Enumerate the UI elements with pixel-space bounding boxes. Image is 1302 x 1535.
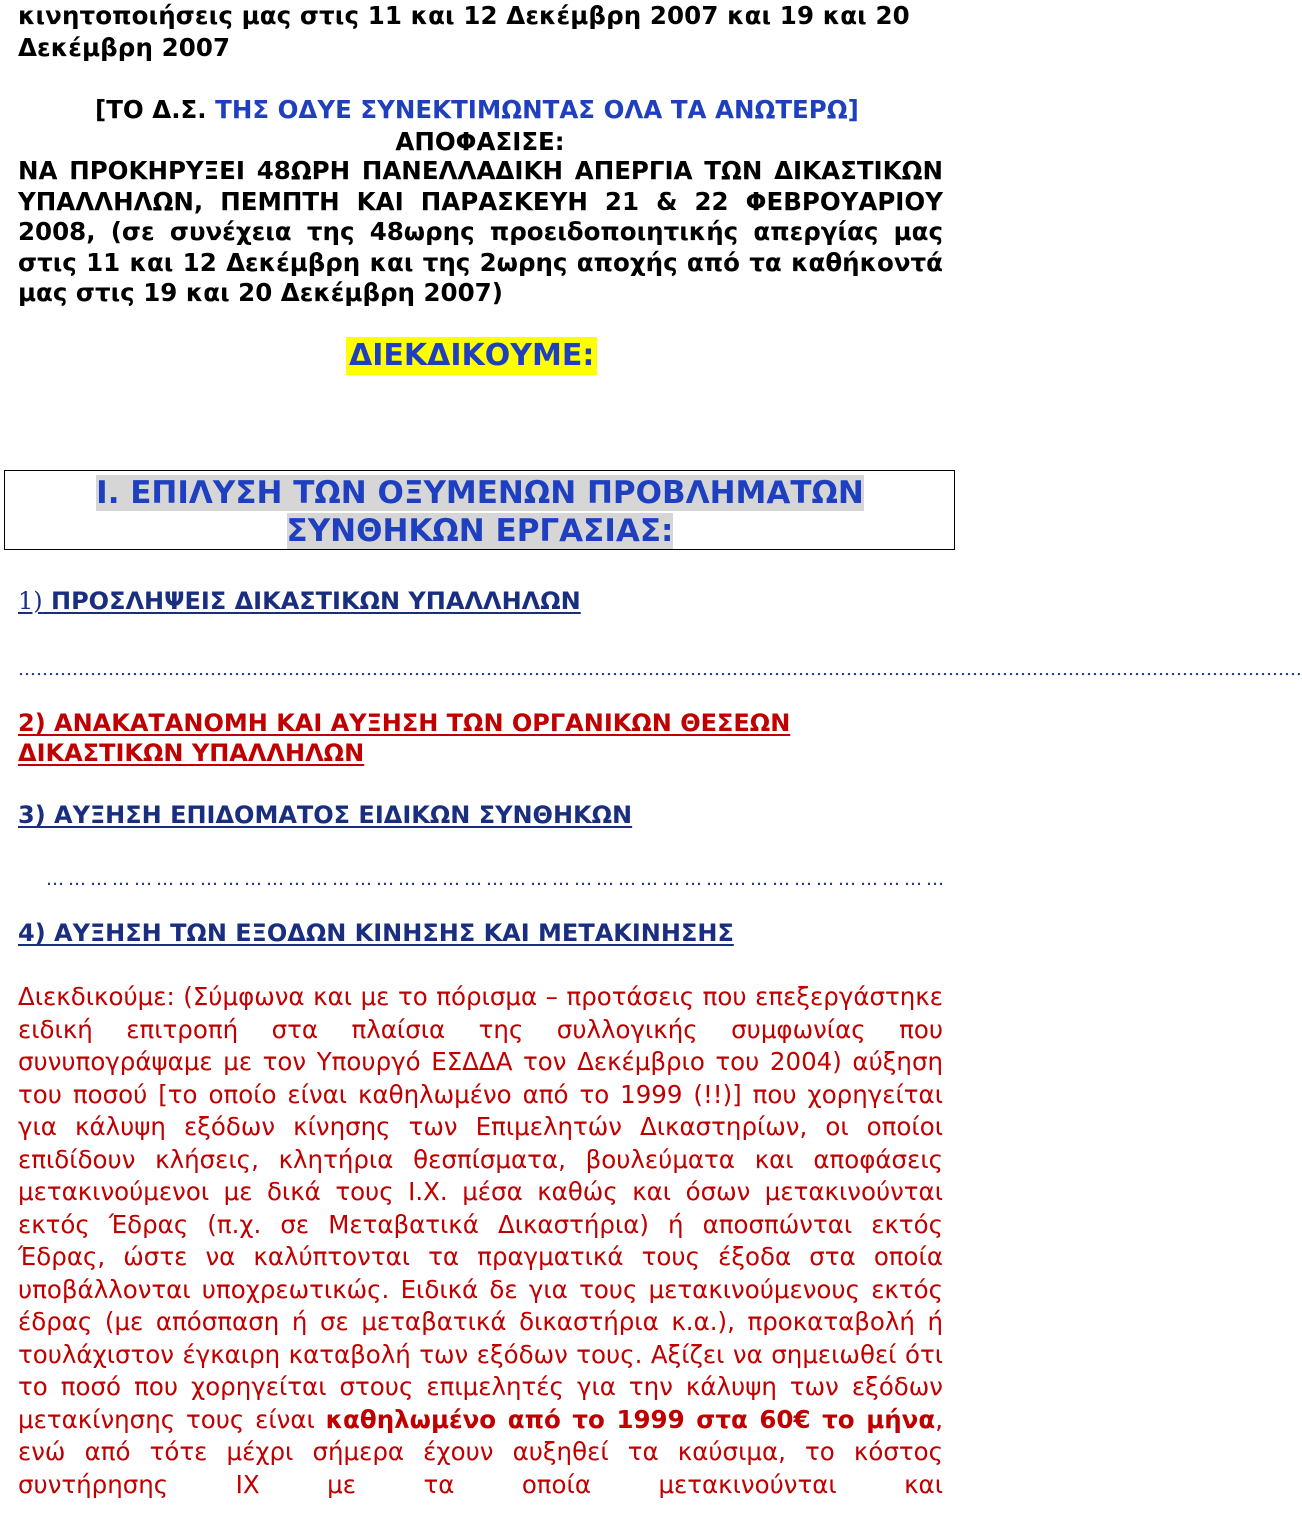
section-title-line1: Ι. ΕΠΙΛΥΣΗ ΤΩΝ ΟΞΥΜΕΝΩΝ ΠΡΟΒΛΗΜΑΤΩΝ	[96, 475, 864, 511]
body-text-bold: καθηλωμένο από το 1999 στα 60€ το μήνα	[325, 1404, 936, 1434]
board-rest: ΤΗΣ ΟΔΥΕ ΣΥΝΕΚΤΙΜΩΝΤΑΣ ΟΛΑ ΤΑ ΑΝΩΤΕΡΩ]	[206, 95, 859, 124]
dotted-line-2: ……………………………………………………………………………………………………………	[46, 869, 948, 890]
intro-paragraph: κινητοποιήσεις μας στις 11 και 12 Δεκέμβρη 2007 και 19 και 20 Δεκέμβρη 2007	[18, 1, 910, 62]
decision-paragraph: ΝΑ ΠΡΟΚΗΡΥΞΕΙ 48ΩΡΗ ΠΑΝΕΛΛΑΔΙΚΗ ΑΠΕΡΓΙΑ ΤΩΝ ΔΙΚΑΣΤΙΚΩΝ ΥΠΑΛΛΗΛΩΝ, ΠΕΜΠΤΗ ΚΑΙ ΠΑΡΑΣΚΕΥΗ 21 & 22 ΦΕΒΡΟΥΑΡΙΟΥ 2008, (σε συνέχεια της 48ωρης προειδοποιητικής απεργίας μας στις 11 και 12 Δεκέμβρη και της 2ωρης αποχής από τα καθήκοντά μας στις 19 και 20 Δεκέμβρη 2007)	[18, 156, 943, 307]
item-hiring	[18, 586, 581, 616]
board-statement	[95, 94, 859, 126]
decided-heading: ΑΠΟΦΑΣΙΣΕ:	[395, 127, 565, 156]
body-text-part2: , ενώ από τότε μέχρι σήμερα έχουν αυξηθεί τα καύσιμα, το κόστος συντήρησης ΙΧ με τα οποία μετακινούνται και	[18, 1404, 943, 1499]
item-redistribution: 2) ΑΝΑΚΑΤΑΝΟΜΗ ΚΑΙ ΑΥΞΗΣΗ ΤΩΝ ΟΡΓΑΝΙΚΩΝ ΘΕΣΕΩΝ ΔΙΚΑΣΤΙΚΩΝ ΥΠΑΛΛΗΛΩΝ	[18, 709, 791, 767]
item-travel-expenses: 4) ΑΥΞΗΣΗ ΤΩΝ ΕΞΟΔΩΝ ΚΙΝΗΣΗΣ ΚΑΙ ΜΕΤΑΚΙΝΗΣΗΣ	[18, 919, 734, 947]
item-hiring-text: ΠΡΟΣΛΗΨΕΙΣ ΔΙΚΑΣΤΙΚΩΝ ΥΠΑΛΛΗΛΩΝ	[42, 587, 581, 615]
section-title	[0, 474, 960, 550]
body-text-part1: Διεκδικούμε: (Σύμφωνα και με το πόρισμα – προτάσεις που επεξεργάστηκε ειδική επιτροπή στα πλαίσια της συλλογικής συμφωνίας που συνυπογράψαμε με τον Υπουργό ΕΣΔΔΑ τον Δεκέμβριο του 2004) αύξηση του ποσού [το οποίο είναι καθηλωμένο από το 1999 (!!)] που χορηγείται για κάλυψη εξόδων κίνησης των Επιμελητών Δικαστηρίων, οι οποίοι επιδίδουν κλήσεις, κλητήρια θεσπίσματα, βουλεύματα και αποφάσεις μετακινούμενοι με δικά τους Ι.Χ. μέσα καθώς και όσων μετακινούνται εκτός Έδρας (π.χ. σε Μεταβατικά Δικαστήρια) ή αποσπώνται εκτός Έδρας, ώστε να καλύπτονται τα πραγματικά τους έξοδα στα οποία υποβάλλονται υποχρεωτικώς. Ειδικά δε για τους μετακινούμενους εκτός έδρας (με απόσπαση ή σε μεταβατικά δικαστήρια κ.α.), προκαταβολή ή τουλάχιστον έγκαιρη καταβολή των εξόδων τους. Αξίζει να σημειωθεί ότι το ποσό που χορηγείται στους επιμελητές για την κάλυψη των εξόδων μετακίνησης τους είναι	[18, 982, 943, 1434]
section-title-line2: ΣΥΝΘΗΚΩΝ ΕΡΓΑΣΙΑΣ:	[286, 513, 674, 549]
item-hiring-number: 1)	[18, 587, 43, 615]
demands-heading: ΔΙΕΚΔΙΚΟΥΜΕ:	[346, 337, 597, 375]
item-allowance: 3) ΑΥΞΗΣΗ ΕΠΙΔΟΜΑΤΟΣ ΕΙΔΙΚΩΝ ΣΥΝΘΗΚΩΝ	[18, 801, 633, 829]
board-prefix: [ΤΟ Δ.Σ.	[95, 95, 207, 124]
dotted-line-1: …………………………………………………………………………………………………………………………………………………………………………………………….	[18, 659, 1302, 680]
body-paragraph	[18, 981, 943, 1501]
